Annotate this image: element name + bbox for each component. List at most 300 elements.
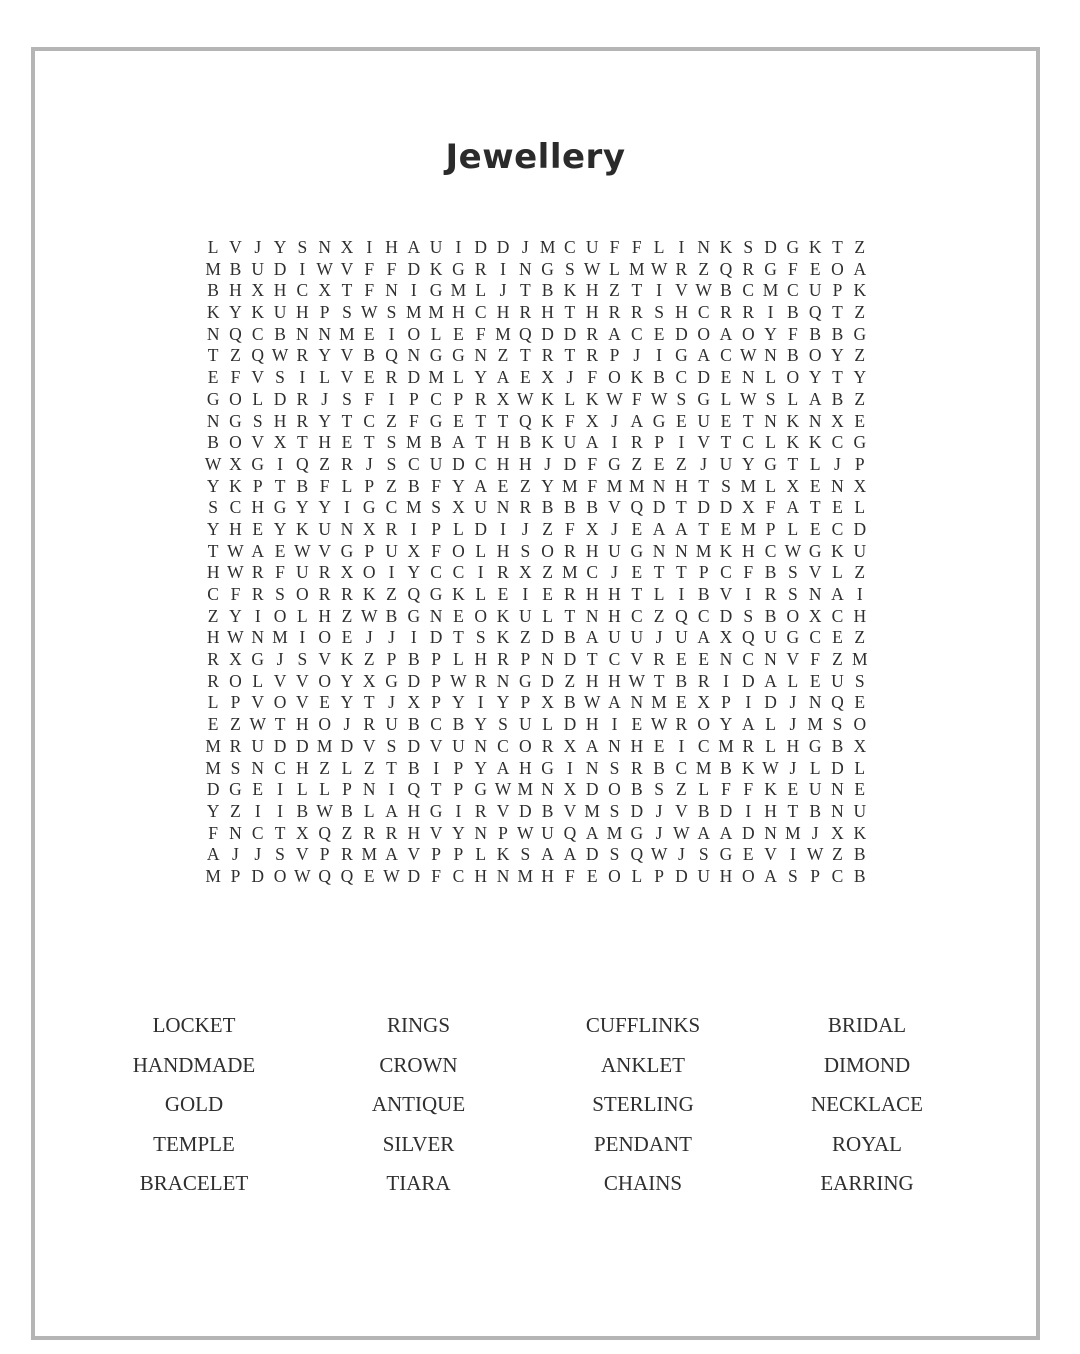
grid-letter: T [653,562,665,583]
grid-letter: F [275,562,285,583]
grid-letter: V [340,345,354,366]
grid-letter: F [587,475,598,496]
grid-row [202,324,871,346]
grid-letter: M [205,865,221,886]
grid-letter: Z [854,627,866,648]
grid-letter: D [697,497,710,518]
grid-letter: C [787,280,799,301]
grid-letter: C [474,302,487,323]
grid-letter: B [207,432,219,453]
grid-letter: U [585,237,599,257]
grid-letter: S [275,584,285,604]
grid-letter: Y [318,497,331,518]
grid-letter: X [719,627,733,648]
grid-letter: Q [808,302,822,323]
grid-letter: N [608,735,621,756]
grid-letter: F [743,779,754,800]
grid-letter: S [342,302,352,323]
grid-letter: G [608,453,621,474]
grid-letter: J [544,453,551,474]
grid-letter: B [363,345,376,366]
grid-letter: O [608,367,621,388]
grid-row [202,367,871,389]
grid-letter: P [431,518,441,539]
grid-letter: H [608,605,621,626]
grid-letter: W [806,844,824,865]
grid-letter: Z [386,410,397,431]
grid-letter: F [609,237,620,257]
grid-letter: N [362,779,376,800]
grid-letter: E [542,584,553,604]
grid-letter: V [318,649,331,670]
grid-letter: E [252,779,264,800]
grid-letter: G [429,345,443,366]
grid-letter: P [364,475,375,496]
grid-letter: C [608,649,621,670]
grid-row [202,779,871,801]
grid-letter: C [697,605,710,626]
grid-letter: C [274,757,286,778]
grid-letter: D [206,779,220,800]
grid-letter: R [564,584,576,604]
grid-letter: J [789,692,797,713]
grid-letter: R [385,367,398,388]
word-list-item: CHAINS [603,1171,683,1195]
grid-letter: K [585,388,599,409]
grid-letter: F [631,237,642,257]
grid-letter: B [720,757,732,778]
grid-letter: H [496,302,510,323]
grid-letter: T [274,475,286,496]
grid-letter: T [809,497,821,518]
grid-letter: N [318,237,331,257]
grid-letter: Z [230,345,241,366]
grid-letter: Z [854,302,866,323]
grid-letter: M [205,757,221,778]
grid-letter: Q [229,323,242,344]
grid-letter: H [608,584,621,604]
grid-letter: B [452,714,465,735]
grid-letter: D [585,844,599,865]
grid-letter: I [767,302,774,323]
grid-letter: E [676,649,687,670]
grid-letter: C [251,323,264,344]
grid-letter: X [853,735,867,756]
grid-letter: L [453,649,464,670]
grid-letter: X [273,432,287,453]
grid-letter: Z [363,649,375,670]
grid-letter: L [475,844,487,865]
grid-letter: S [743,237,754,257]
grid-letter: C [430,388,442,409]
grid-letter: R [564,540,576,561]
grid-letter: D [541,627,554,648]
grid-letter: C [742,649,755,670]
grid-letter: L [363,800,375,821]
grid-letter: R [742,258,755,279]
grid-letter: E [809,670,821,691]
grid-letter: N [675,540,688,561]
grid-letter: P [520,692,531,713]
grid-letter: P [453,388,464,409]
grid-letter: I [500,518,506,539]
grid-letter: B [229,258,242,279]
grid-letter: E [742,844,754,865]
grid-letter: Z [319,453,330,474]
grid-letter: R [474,388,487,409]
grid-letter: X [362,670,376,691]
grid-letter: R [474,800,487,821]
grid-letter: A [831,584,844,604]
grid-letter: E [363,323,375,344]
grid-row [202,237,871,259]
grid-letter: R [341,453,353,474]
grid-letter: W [316,800,333,821]
grid-letter: I [388,323,395,344]
grid-letter: N [318,323,331,344]
grid-letter: L [564,388,576,409]
grid-row [202,866,871,888]
grid-letter: Y [764,323,777,344]
grid-letter: R [764,584,777,604]
grid-letter: E [453,605,464,626]
grid-letter: O [741,323,755,344]
grid-letter: R [318,584,331,604]
grid-letter: I [299,627,306,648]
grid-letter: M [584,800,600,821]
word-list-item: DIMOND [823,1052,911,1077]
grid-letter: Z [341,605,353,626]
grid-letter: N [385,280,398,301]
worksheet-page [31,47,1040,1340]
grid-letter: Y [318,410,331,431]
grid-letter: J [655,822,663,843]
grid-letter: U [385,540,398,561]
grid-letter: L [653,237,665,257]
grid-letter: Q [518,410,532,431]
grid-letter: T [832,367,843,388]
grid-letter: R [318,562,331,583]
grid-letter: A [585,627,599,648]
grid-letter: Q [675,605,688,626]
grid-letter: Y [853,367,867,388]
grid-letter: G [429,800,443,821]
grid-letter: H [229,518,242,539]
grid-letter: O [608,865,621,886]
grid-letter: Z [542,518,553,539]
grid-letter: O [296,584,309,604]
grid-letter: I [745,584,752,604]
grid-letter: T [564,605,576,626]
grid-letter: B [586,497,599,518]
word-list-item: BRIDAL [827,1013,907,1037]
grid-letter: L [832,562,843,583]
grid-letter: M [495,323,511,344]
grid-letter: E [497,475,509,496]
grid-letter: X [741,497,755,518]
grid-letter: N [764,822,777,843]
grid-letter: D [630,800,644,821]
grid-letter: S [654,779,664,800]
grid-letter: J [388,627,395,648]
grid-letter: P [654,865,664,886]
grid-letter: N [831,475,844,496]
grid-letter: T [787,453,799,474]
grid-letter: L [453,367,464,388]
grid-letter: I [789,844,796,865]
grid-letter: N [229,822,242,843]
grid-letter: U [719,453,733,474]
grid-letter: V [429,735,443,756]
grid-letter: W [494,779,512,800]
grid-letter: L [207,692,219,713]
grid-letter: P [431,844,441,865]
word-list-item: SILVER [382,1131,455,1156]
grid-letter: A [385,800,398,821]
grid-letter: Y [206,800,220,821]
grid-letter: N [206,410,220,431]
grid-letter: H [541,865,554,886]
grid-letter: A [585,735,599,756]
grid-letter: I [388,779,395,800]
grid-letter: Y [831,345,844,366]
word-list-item: BRACELET [139,1171,249,1195]
grid-letter: K [496,844,510,865]
grid-letter: J [254,237,262,257]
grid-letter: I [277,779,283,800]
grid-letter: D [407,735,421,756]
grid-letter: D [407,367,421,388]
grid-letter: I [500,258,506,279]
grid-letter: V [697,432,710,453]
grid-letter: Z [319,757,330,778]
grid-letter: H [474,649,488,670]
grid-letter: E [854,692,866,713]
grid-letter: X [452,497,465,518]
grid-letter: Y [474,757,488,778]
grid-letter: E [698,649,710,670]
grid-letter: Z [497,345,509,366]
grid-letter: A [764,865,777,886]
grid-letter: G [206,388,220,409]
grid-letter: W [517,822,534,843]
grid-letter: H [630,735,644,756]
grid-letter: F [230,367,241,388]
grid-letter: N [496,670,510,691]
grid-letter: P [765,518,776,539]
grid-letter: L [809,453,821,474]
grid-letter: G [452,258,465,279]
grid-letter: C [831,865,844,886]
grid-letter: T [207,540,219,561]
grid-row [202,432,871,454]
grid-letter: Y [719,714,733,735]
grid-letter: O [831,258,844,279]
grid-letter: M [695,757,712,778]
grid-letter: A [741,714,755,735]
grid-letter: F [431,540,441,561]
grid-letter: T [386,757,397,778]
grid-letter: C [742,432,755,453]
grid-letter: Y [340,670,354,691]
grid-letter: Y [273,518,287,539]
grid-letter: X [407,540,421,561]
grid-letter: B [274,323,286,344]
grid-letter: D [541,670,554,691]
grid-letter: F [565,410,575,431]
grid-letter: R [541,735,554,756]
grid-letter: B [207,280,219,301]
grid-letter: N [741,367,755,388]
grid-letter: E [653,453,665,474]
grid-letter: V [808,562,822,583]
grid-letter: W [784,540,802,561]
grid-letter: U [697,865,710,886]
grid-letter: A [496,367,510,388]
grid-letter: F [587,367,598,388]
letter-grid [202,237,871,888]
grid-letter: C [630,605,643,626]
grid-letter: X [296,822,309,843]
grid-letter: R [341,584,353,604]
grid-letter: G [429,280,443,301]
grid-letter: A [563,844,577,865]
grid-letter: I [566,757,573,778]
grid-letter: R [697,670,710,691]
grid-letter: U [808,280,822,301]
grid-letter: G [474,779,488,800]
grid-letter: H [585,584,599,604]
grid-letter: E [676,692,687,713]
grid-letter: K [429,258,443,279]
grid-letter: R [341,844,353,865]
grid-letter: E [653,735,665,756]
grid-letter: T [742,410,754,431]
grid-letter: H [385,237,398,257]
grid-letter: O [273,865,287,886]
grid-letter: K [719,237,733,257]
grid-letter: R [363,822,376,843]
grid-letter: G [452,345,465,366]
grid-letter: D [764,237,777,257]
grid-letter: K [206,302,220,323]
grid-letter: X [808,605,822,626]
grid-letter: T [430,779,442,800]
grid-letter: N [251,627,265,648]
grid-letter: R [586,323,599,344]
grid-letter: S [386,302,397,323]
grid-letter: W [583,258,601,279]
grid-letter: C [363,410,376,431]
grid-letter: M [740,518,757,539]
grid-letter: B [787,302,799,323]
grid-letter: P [453,779,464,800]
grid-letter: X [541,367,554,388]
grid-letter: H [719,865,733,886]
grid-letter: U [518,605,532,626]
grid-letter: R [742,735,755,756]
grid-letter: A [541,844,554,865]
grid-letter: L [787,670,799,691]
grid-letter: S [297,237,308,257]
grid-letter: X [697,692,710,713]
grid-letter: N [541,649,554,670]
grid-letter: S [252,410,263,431]
grid-letter: A [697,627,710,648]
grid-letter: L [765,367,776,388]
grid-letter: D [563,323,577,344]
grid-letter: H [496,432,510,453]
grid-letter: E [341,432,353,453]
grid-letter: B [407,714,420,735]
grid-letter: Z [386,475,397,496]
grid-letter: E [787,779,799,800]
grid-letter: X [496,388,510,409]
grid-letter: R [497,649,509,670]
grid-letter: G [808,735,822,756]
grid-letter: O [318,627,331,648]
grid-letter: L [542,714,553,735]
grid-letter: N [831,779,844,800]
grid-letter: T [363,692,375,713]
grid-letter: D [652,497,666,518]
grid-letter: D [496,237,510,257]
grid-letter: K [741,757,755,778]
grid-letter: G [229,779,242,800]
grid-letter: D [407,258,421,279]
grid-letter: C [474,453,487,474]
grid-letter: J [276,649,284,670]
grid-letter: N [808,692,822,713]
grid-letter: V [251,367,265,388]
grid-letter: N [652,475,666,496]
grid-letter: C [564,237,576,257]
grid-letter: D [675,865,688,886]
grid-letter: H [452,302,465,323]
grid-letter: K [719,540,733,561]
grid-letter: O [474,605,488,626]
grid-letter: S [609,844,620,865]
word-list-item: CUFFLINKS [585,1013,701,1037]
grid-row [202,541,871,563]
grid-letter: N [251,757,265,778]
grid-letter: H [474,865,488,886]
grid-letter: T [497,410,509,431]
grid-letter: E [586,865,598,886]
grid-letter: S [386,432,397,453]
grid-letter: S [609,800,620,821]
grid-letter: K [853,822,867,843]
grid-letter: A [585,822,599,843]
grid-letter: G [340,540,354,561]
grid-letter: D [563,649,577,670]
grid-letter: P [721,692,731,713]
grid-row [202,411,871,433]
grid-letter: N [429,605,443,626]
grid-letter: R [630,432,643,453]
grid-letter: W [628,670,646,691]
grid-letter: Z [854,237,866,257]
grid-letter: R [519,497,532,518]
grid-letter: U [853,800,867,821]
grid-letter: H [541,302,554,323]
grid-letter: H [741,540,755,561]
grid-letter: G [786,627,800,648]
grid-letter: A [407,237,421,257]
grid-letter: J [388,692,395,713]
word-list-item: NECKLACE [811,1092,923,1116]
grid-letter: I [678,237,685,257]
